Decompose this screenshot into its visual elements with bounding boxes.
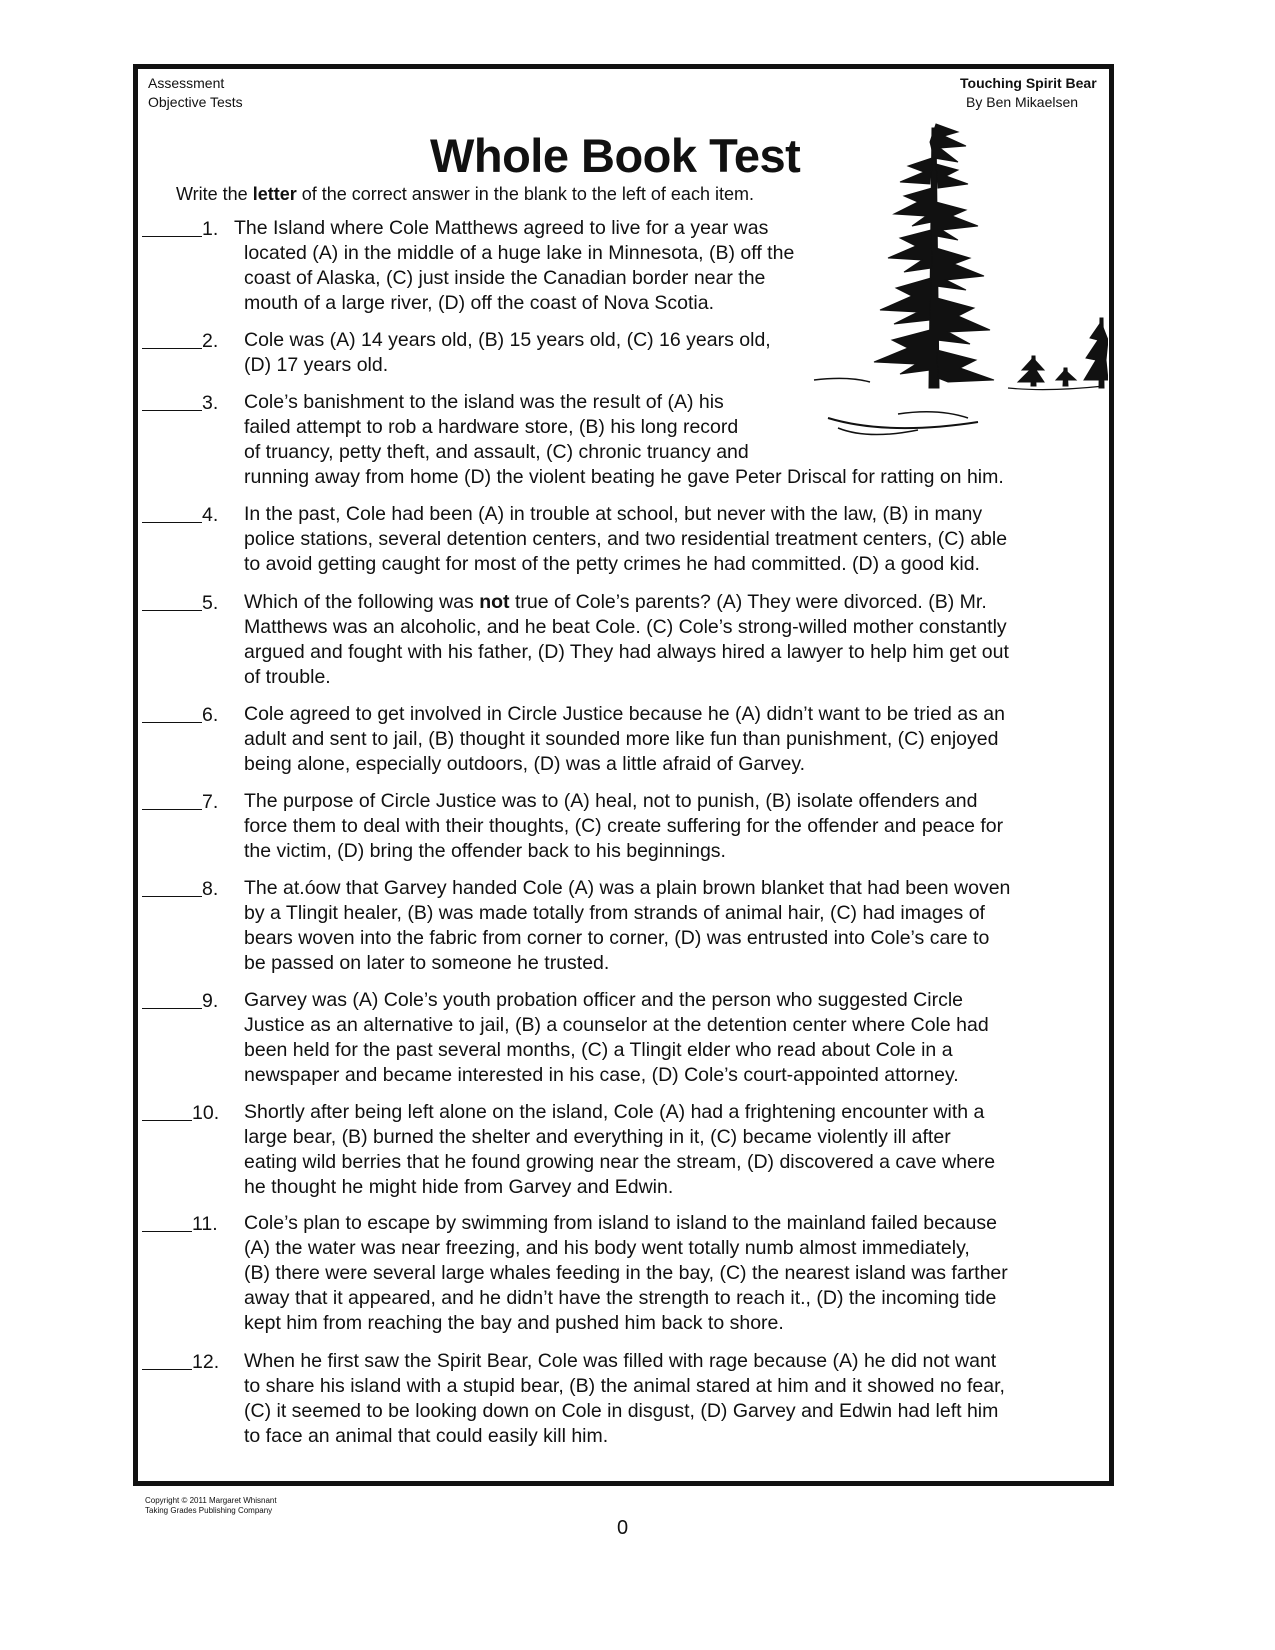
answer-line [142,1349,192,1370]
question-line: Garvey was (A) Cole’s youth probation officer and the person who suggested Circle [244,989,963,1011]
answer-line [142,216,202,237]
question-line: (B) there were several large whales feeding in the bay, (C) the nearest island was farther [244,1262,1008,1284]
question-text [244,590,1112,690]
question-line: Justice as an alternative to jail, (B) a counselor at the detention center where Cole had [244,1014,989,1036]
question-line: failed attempt to rob a hardware store, (B) his long record [244,416,739,438]
instructions [176,184,754,205]
question-text [244,390,1112,490]
question-line: large bear, (B) burned the shelter and everything in it, (C) became violently ill after [244,1126,951,1148]
question-emphasis: not [479,591,510,613]
question-fragment: Which of the following was [244,591,480,613]
question-text [244,1100,1112,1200]
instructions-text-end: of the correct answer in the blank to the left of each item. [296,184,754,204]
answer-blank [142,502,218,528]
answer-line [142,390,202,411]
question-line: In the past, Cole had been (A) in trouble at school, but never with the law, (B) in many [244,503,983,525]
question-line: he thought he might hide from Garvey and Edwin. [244,1176,674,1198]
question-number: 10. [192,1102,220,1124]
question-text [244,328,1112,378]
answer-line [142,1100,192,1121]
question-text [244,502,1112,577]
answer-blank [142,876,218,902]
question-line: (C) it seemed to be looking down on Cole in disgust, (D) Garvey and Edwin had left him [244,1400,999,1422]
question-line: (A) the water was near freezing, and his body went totally numb almost immediately, [244,1237,970,1259]
header-subcategory: Objective Tests [148,94,243,110]
question-number: 4. [202,504,219,526]
question-text [244,789,1112,864]
question-line: The purpose of Circle Justice was to (A) heal, not to punish, (B) isolate offenders and [244,790,978,812]
header-category: Assessment [148,75,225,91]
page-number: 0 [617,1517,629,1539]
question-line: running away from home (D) the violent beating he gave Peter Driscal for ratting on him. [244,466,1004,488]
question-number: 1. [202,218,219,240]
question-line: mouth of a large river, (D) off the coast of Nova Scotia. [244,292,715,314]
answer-line [142,988,202,1009]
question-number: 3. [202,392,219,414]
question-line: by a Tlingit healer, (B) was made totally from strands of animal hair, (C) had images of [244,902,985,924]
question-line: eating wild berries that he found growing near the stream, (D) discovered a cave where [244,1151,996,1173]
question-line: the victim, (D) bring the offender back to his beginnings. [244,840,726,862]
question-line: Cole’s plan to escape by swimming from island to island to the mainland failed because [244,1212,997,1234]
question-number: 6. [202,704,219,726]
question-line: being alone, especially outdoors, (D) was a little afraid of Garvey. [244,753,806,775]
answer-blank [142,216,218,242]
question-line: newspaper and became interested in his case, (D) Cole’s court-appointed attorney. [244,1064,959,1086]
header-left [148,74,243,112]
question-line: The at.óow that Garvey handed Cole (A) was a plain brown blanket that had been woven [244,877,1011,899]
question-line: been held for the past several months, (C) a Tlingit elder who read about Cole in a [244,1039,953,1061]
question-line: to avoid getting caught for most of the petty crimes he had committed. (D) a good kid. [244,553,980,575]
answer-line [142,328,202,349]
question-line: (D) 17 years old. [244,354,389,376]
question-line: adult and sent to jail, (B) thought it sounded more like fun than punishment, (C) enjoyed [244,728,999,750]
answer-blank [142,328,218,354]
answer-line [142,1211,192,1232]
question-line: coast of Alaska, (C) just inside the Canadian border near the [244,267,766,289]
answer-line [142,590,202,611]
question-line: argued and fought with his father, (D) They had always hired a lawyer to help him get out [244,641,1009,663]
question-number: 5. [202,592,219,614]
answer-line [142,702,202,723]
question-line [244,590,1112,615]
footer-copyright [145,1496,277,1516]
question-line: force them to deal with their thoughts, (C) create suffering for the offender and peace for [244,815,1004,837]
question-line: Matthews was an alcoholic, and he beat Cole. (C) Cole’s strong-willed mother constantly [244,616,1007,638]
question-line: When he first saw the Spirit Bear, Cole was filled with rage because (A) he did not want [244,1350,997,1372]
answer-blank [142,702,218,728]
header-right [960,74,1097,112]
question-line: located (A) in the middle of a huge lake in Minnesota, (B) off the [244,242,795,264]
answer-blank [142,1100,219,1126]
question-text [244,988,1112,1088]
question-line: Cole was (A) 14 years old, (B) 15 years old, (C) 16 years old, [244,329,771,351]
answer-line [142,502,202,523]
question-text [244,702,1112,777]
copyright-text: Copyright © 2011 Margaret Whisnant [145,1496,277,1505]
question-number: 11. [192,1213,218,1235]
question-number: 12. [192,1351,220,1373]
question-line: of truancy, petty theft, and assault, (C) chronic truancy and [244,441,749,463]
question-line: bears woven into the fabric from corner to corner, (D) was entrusted into Cole’s care to [244,927,990,949]
question-text [244,1349,1112,1449]
question-number: 8. [202,878,219,900]
question-number: 7. [202,791,219,813]
question-line: of trouble. [244,666,331,688]
answer-line [142,789,202,810]
book-title: Touching Spirit Bear [960,75,1097,91]
question-line: police stations, several detention centers, and two residential treatment centers, (C) able [244,528,1008,550]
question-line: Cole’s banishment to the island was the result of (A) his [244,391,724,413]
question-line: Cole agreed to get involved in Circle Justice because he (A) didn’t want to be tried as an [244,703,1005,725]
instructions-bold: letter [252,184,297,204]
answer-line [142,876,202,897]
answer-blank [142,1349,219,1375]
question-fragment: true of Cole’s parents? (A) They were divorced. (B) Mr. [509,591,987,613]
answer-blank [142,390,218,416]
question-line: to share his island with a stupid bear, (B) the animal stared at him and it showed no fear, [244,1375,1005,1397]
question-number: 9. [202,990,219,1012]
question-line: The Island where Cole Matthews agreed to live for a year was [234,217,769,239]
question-text [244,876,1112,976]
book-author: By Ben Mikaelsen [966,94,1079,110]
question-line: to face an animal that could easily kill him. [244,1425,609,1447]
question-text [244,1211,1112,1336]
question-line: kept him from reaching the bay and pushed him back to shore. [244,1312,784,1334]
question-text [234,216,1102,316]
page-title: Whole Book Test [430,129,801,182]
question-number: 2. [202,330,219,352]
publisher-text: Taking Grades Publishing Company [145,1506,273,1515]
answer-blank [142,988,218,1014]
question-line: away that it appeared, and he didn’t have the strength to reach it., (D) the incoming tide [244,1287,997,1309]
answer-blank [142,590,218,616]
question-line: be passed on later to someone he trusted. [244,952,610,974]
answer-blank [142,789,218,815]
instructions-text: Write the [176,184,253,204]
question-line: Shortly after being left alone on the island, Cole (A) had a frightening encounter with a [244,1101,985,1123]
answer-blank [142,1211,218,1237]
